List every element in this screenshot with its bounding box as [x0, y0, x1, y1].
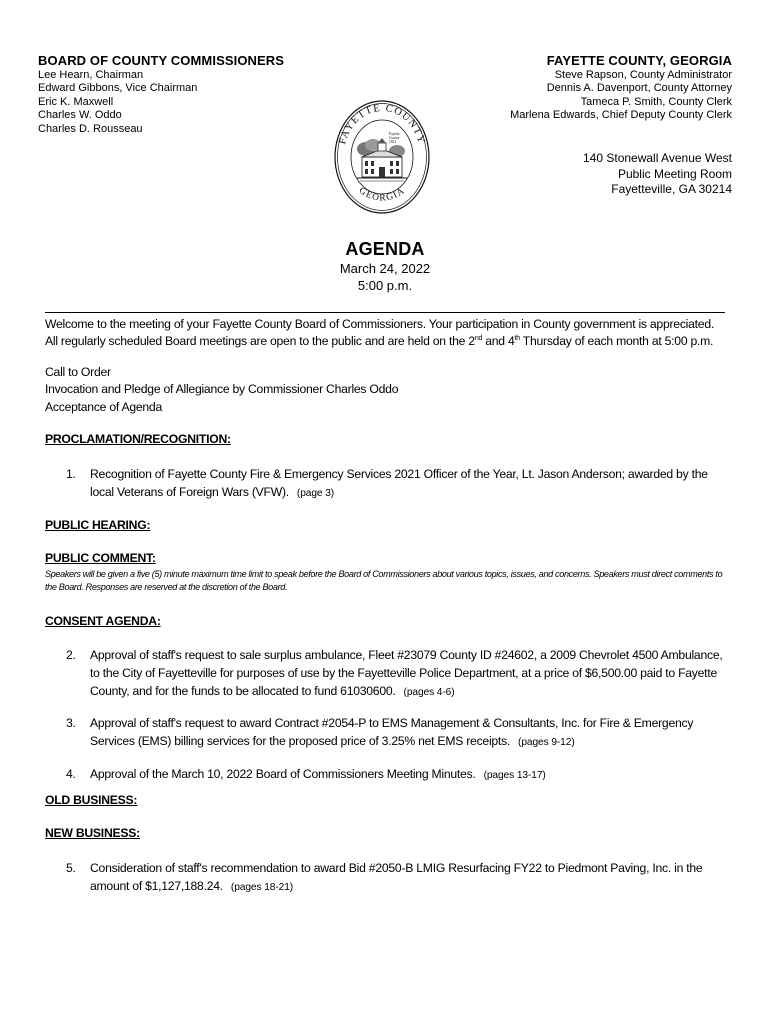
item-text: Approval of the March 10, 2022 Board of Commissioners Meeting Minutes. [90, 767, 476, 781]
staff-name: Dennis A. Davenport, County Attorney [546, 82, 732, 95]
address-line: 140 Stonewall Avenue West [583, 151, 732, 165]
item-number: 1. [66, 467, 76, 481]
agenda-item [66, 859, 726, 897]
item-number: 4. [66, 767, 76, 781]
section-consent-agenda: CONSENT AGENDA: [45, 614, 161, 628]
section-proclamation: PROCLAMATION/RECOGNITION: [45, 432, 231, 446]
welcome-paragraph [45, 316, 727, 350]
item-text: Approval of staff's request to award Contract #2054-P to EMS Management & Consultants, Inc. for Fire & Emergency Services (EMS) billing services for the proposed price of 3.25% net EMS receipts. [90, 716, 694, 748]
commissioner-name: Edward Gibbons, Vice Chairman [38, 82, 198, 95]
item-number: 2. [66, 648, 76, 662]
welcome-text: Thursday of each month at 5:00 p.m. [519, 334, 714, 348]
opening-item: Acceptance of Agenda [45, 399, 162, 414]
page-reference: (page 3) [296, 488, 335, 499]
seal-bottom-text: GEORGIA [356, 185, 408, 204]
staff-name: Tameca P. Smith, County Clerk [580, 95, 732, 108]
county-seal-logo [333, 99, 431, 215]
section-public-comment: PUBLIC COMMENT: [45, 551, 156, 565]
agenda-date: March 24, 2022 [339, 261, 431, 276]
opening-item: Call to Order [45, 365, 111, 379]
item-text: Consideration of staff's recommendation to award Bid #2050-B LMIG Resurfacing FY22 to Piedmont Paving, Inc. in the amount of $1,127,188.24. [90, 861, 703, 893]
section-public-hearing: PUBLIC HEARING: [45, 518, 151, 532]
board-title: BOARD OF COUNTY COMMISSIONERS [38, 53, 285, 68]
agenda-heading [0, 238, 770, 294]
ordinal-suffix: nd [474, 334, 483, 342]
public-comment-note: Speakers will be given a five (5) minute maximum time limit to speak before the Board of Commissioners about various topics, issues, and concerns. Speakers must direct comments to the Board. Responses are reserved at the discretion of the Board. [45, 569, 723, 592]
item-number: 5. [66, 861, 76, 875]
item-number: 3. [66, 716, 76, 730]
commissioner-name: Lee Hearn, Chairman [38, 69, 144, 81]
item-text: Approval of staff's request to sale surplus ambulance, Fleet #23079 County ID #24602, a 2009 Chevrolet 4500 Ambulance, to the City of Fayetteville for purposes of use by the Fayetteville Police Department, at a price of $6,500.00 paid to Fayette County, and for the funds to be allocated to fund 61030600. [90, 648, 723, 698]
commissioner-name: Charles D. Rousseau [38, 122, 143, 135]
page-reference: (pages 9-12) [518, 737, 575, 748]
seal-inner-text: 1821 [389, 140, 397, 144]
meeting-address [583, 151, 732, 198]
commissioner-name: Charles W. Oddo [38, 109, 122, 122]
seal-inner-text: County [389, 136, 400, 140]
county-title: FAYETTE COUNTY, GEORGIA [546, 53, 732, 68]
seal-top-text: FAYETTE COUNTY [337, 102, 427, 146]
staff-name: Marlena Edwards, Chief Deputy County Clerk [510, 109, 732, 122]
seal-inner-text: Fayette [389, 132, 400, 136]
address-line: Public Meeting Room [617, 166, 732, 181]
commissioner-name: Eric K. Maxwell [38, 95, 114, 108]
agenda-time: 5:00 p.m. [357, 278, 413, 293]
commissioners-list [38, 69, 197, 136]
page-reference: (pages 13-17) [483, 770, 546, 781]
item-text: Recognition of Fayette County Fire & Emergency Services 2021 Officer of the Year, Lt. Jason Anderson; awarded by the local Veterans of Foreign Wars (VFW). [90, 467, 708, 499]
header-divider [45, 312, 725, 313]
section-new-business: NEW BUSINESS: [45, 826, 140, 840]
section-old-business: OLD BUSINESS: [45, 793, 138, 807]
welcome-text: Welcome to the meeting of your Fayette County Board of Commissioners. Your participation in County government is appreciated. All regularly scheduled Board meetings are open to the public and are held on the 2 [45, 317, 714, 348]
page-reference: (pages 18-21) [230, 882, 294, 893]
agenda-item [66, 646, 726, 702]
agenda-item [66, 765, 726, 785]
welcome-text: and 4 [482, 334, 515, 348]
ordinal-suffix: th [514, 334, 520, 342]
agenda-item [66, 465, 726, 503]
staff-list [510, 69, 732, 123]
agenda-title: AGENDA [345, 239, 425, 259]
opening-items [45, 364, 727, 416]
opening-item: Invocation and Pledge of Allegiance by Commissioner Charles Oddo [45, 382, 399, 397]
agenda-item [66, 714, 726, 752]
svg-text:GEORGIA [357, 186, 407, 204]
address-line: Fayetteville, GA 30214 [611, 182, 732, 197]
staff-name: Steve Rapson, County Administrator [554, 69, 732, 81]
page-reference: (pages 4-6) [403, 687, 455, 698]
